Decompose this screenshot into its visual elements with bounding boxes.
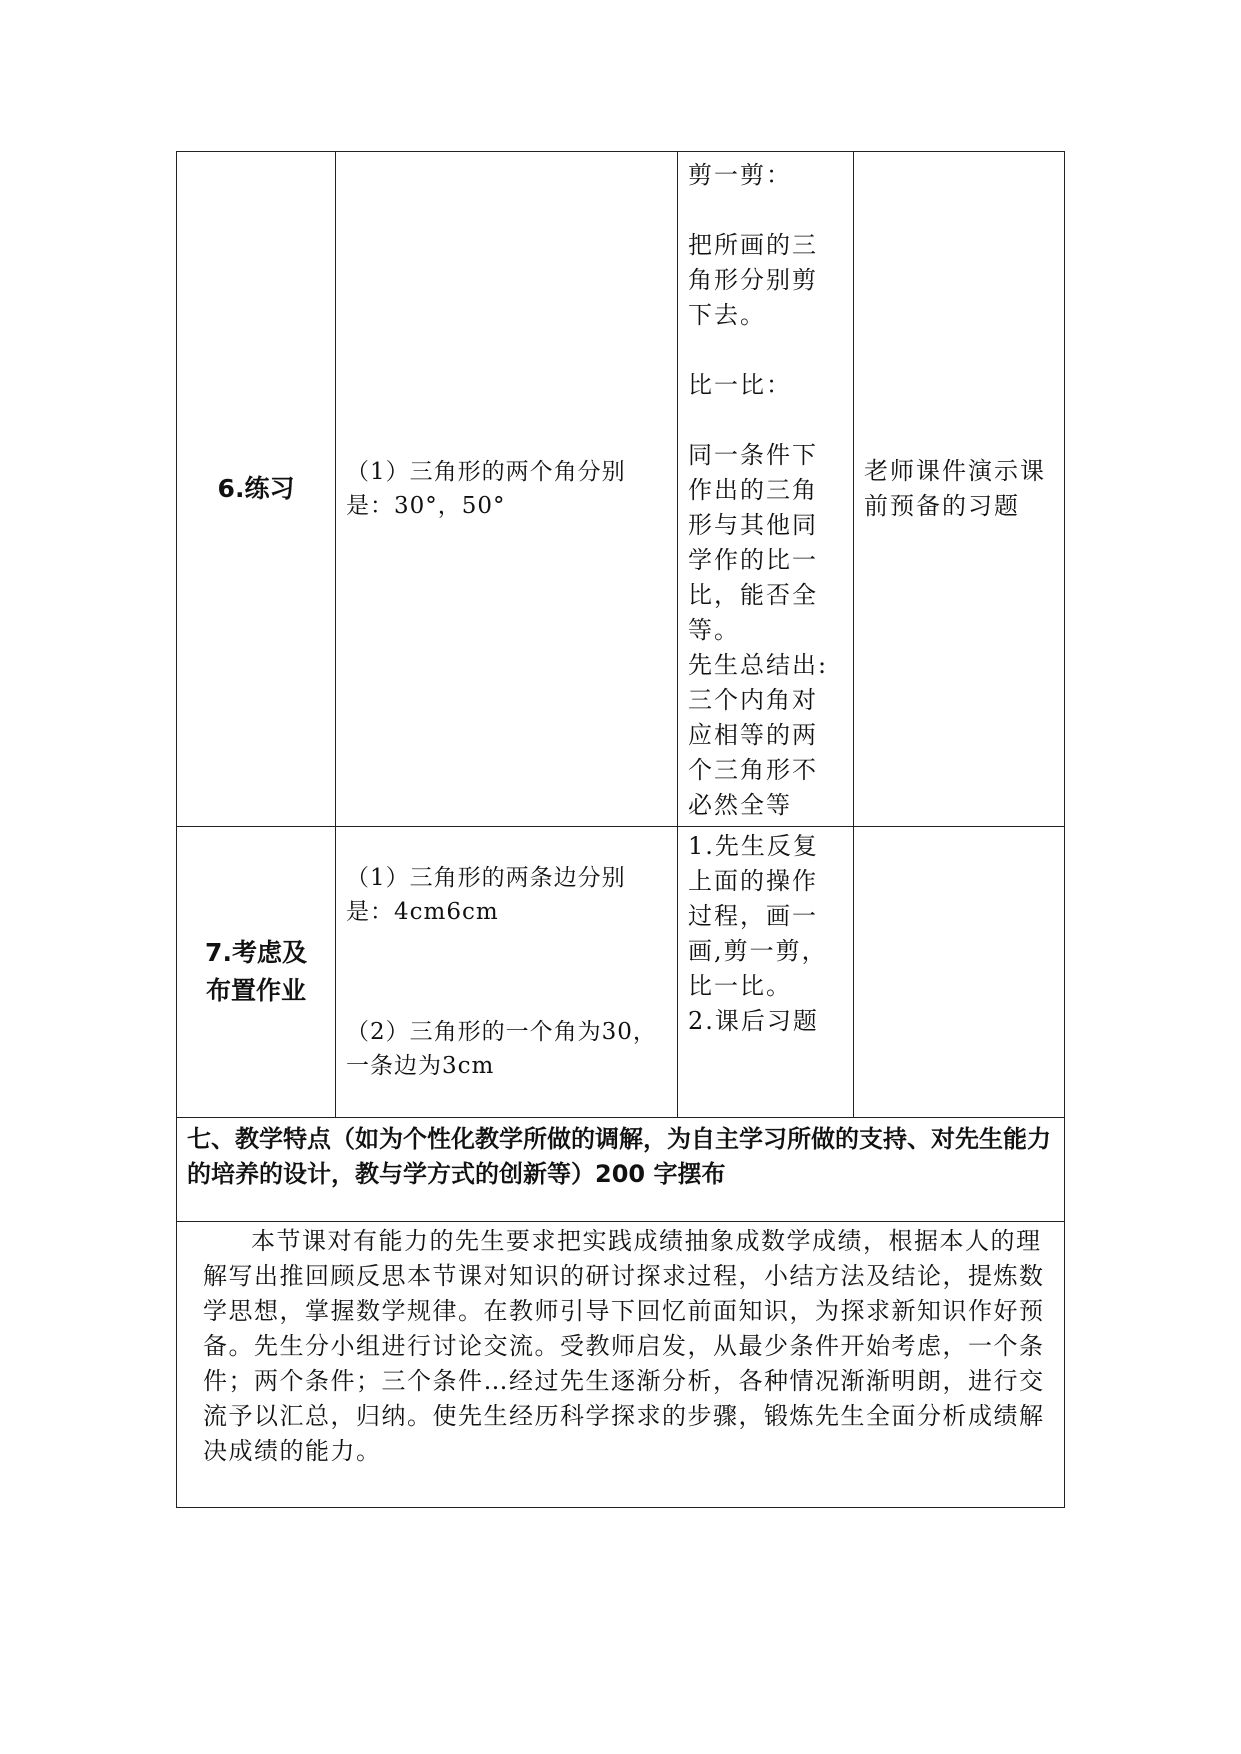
activity-cut-heading: 剪一剪： [688,161,792,189]
row-practice-label: 6.练习 [177,152,336,827]
lesson-plan-table [176,151,1065,1508]
row-features-title [177,1118,1065,1222]
row-homework [177,827,1065,1118]
row-homework-label: 7.考虑及布置作业 [177,827,336,1118]
row-homework-media [854,827,1065,1118]
activity-compare-heading: 比一比： [688,371,792,399]
row-homework-activity [678,827,854,1118]
row-practice-media: 老师课件演示课前预备的习题 [854,152,1065,827]
row-practice-content: （1）三角形的两个角分别是：30°，50° [336,152,678,827]
row-homework-content [336,827,678,1118]
homework-item-2: （2）三角形的一个角为30，一条边为3cm [346,1019,657,1079]
homework-item-1: （1）三角形的两条边分别是：4cm6cm [346,865,626,925]
section-title: 七、教学特点（如为个性化教学所做的调解，为自主学习所做的支持、对先生能力的培养的设计，教与学方式的创新等）200 字摆布 [177,1118,1065,1222]
activity-cut-text: 把所画的三角形分别剪下去。 [688,231,818,329]
row-practice [177,152,1065,827]
homework-activity-text: 1.先生反复上面的操作过程，画一画,剪一剪，比一比。 2.课后习题 [688,832,828,1035]
row-practice-activity [678,152,854,827]
section-body: 本节课对有能力的先生要求把实践成绩抽象成数学成绩，根据本人的理解写出推回顾反思本节课对知识的研讨探求过程，小结方法及结论，提炼数学思想，掌握数学规律。在教师引导下回忆前面知识，为探求新知识作好预备。先生分小组进行讨论交流。受教师启发，从最少条件开始考虑，一个条件；两个条件；三个条件…经过先生逐渐分析，各种情况渐渐明朗，进行交流予以汇总，归纳。使先生经历科学探求的步骤，锻炼先生全面分析成绩解决成绩的能力。 [177,1222,1065,1508]
activity-compare-text: 同一条件下作出的三角形与其他同学作的比一比，能否全等。 先生总结出:三个内角对应相等的两个三角形不必然全等 [688,441,829,819]
row-features-body [177,1222,1065,1508]
